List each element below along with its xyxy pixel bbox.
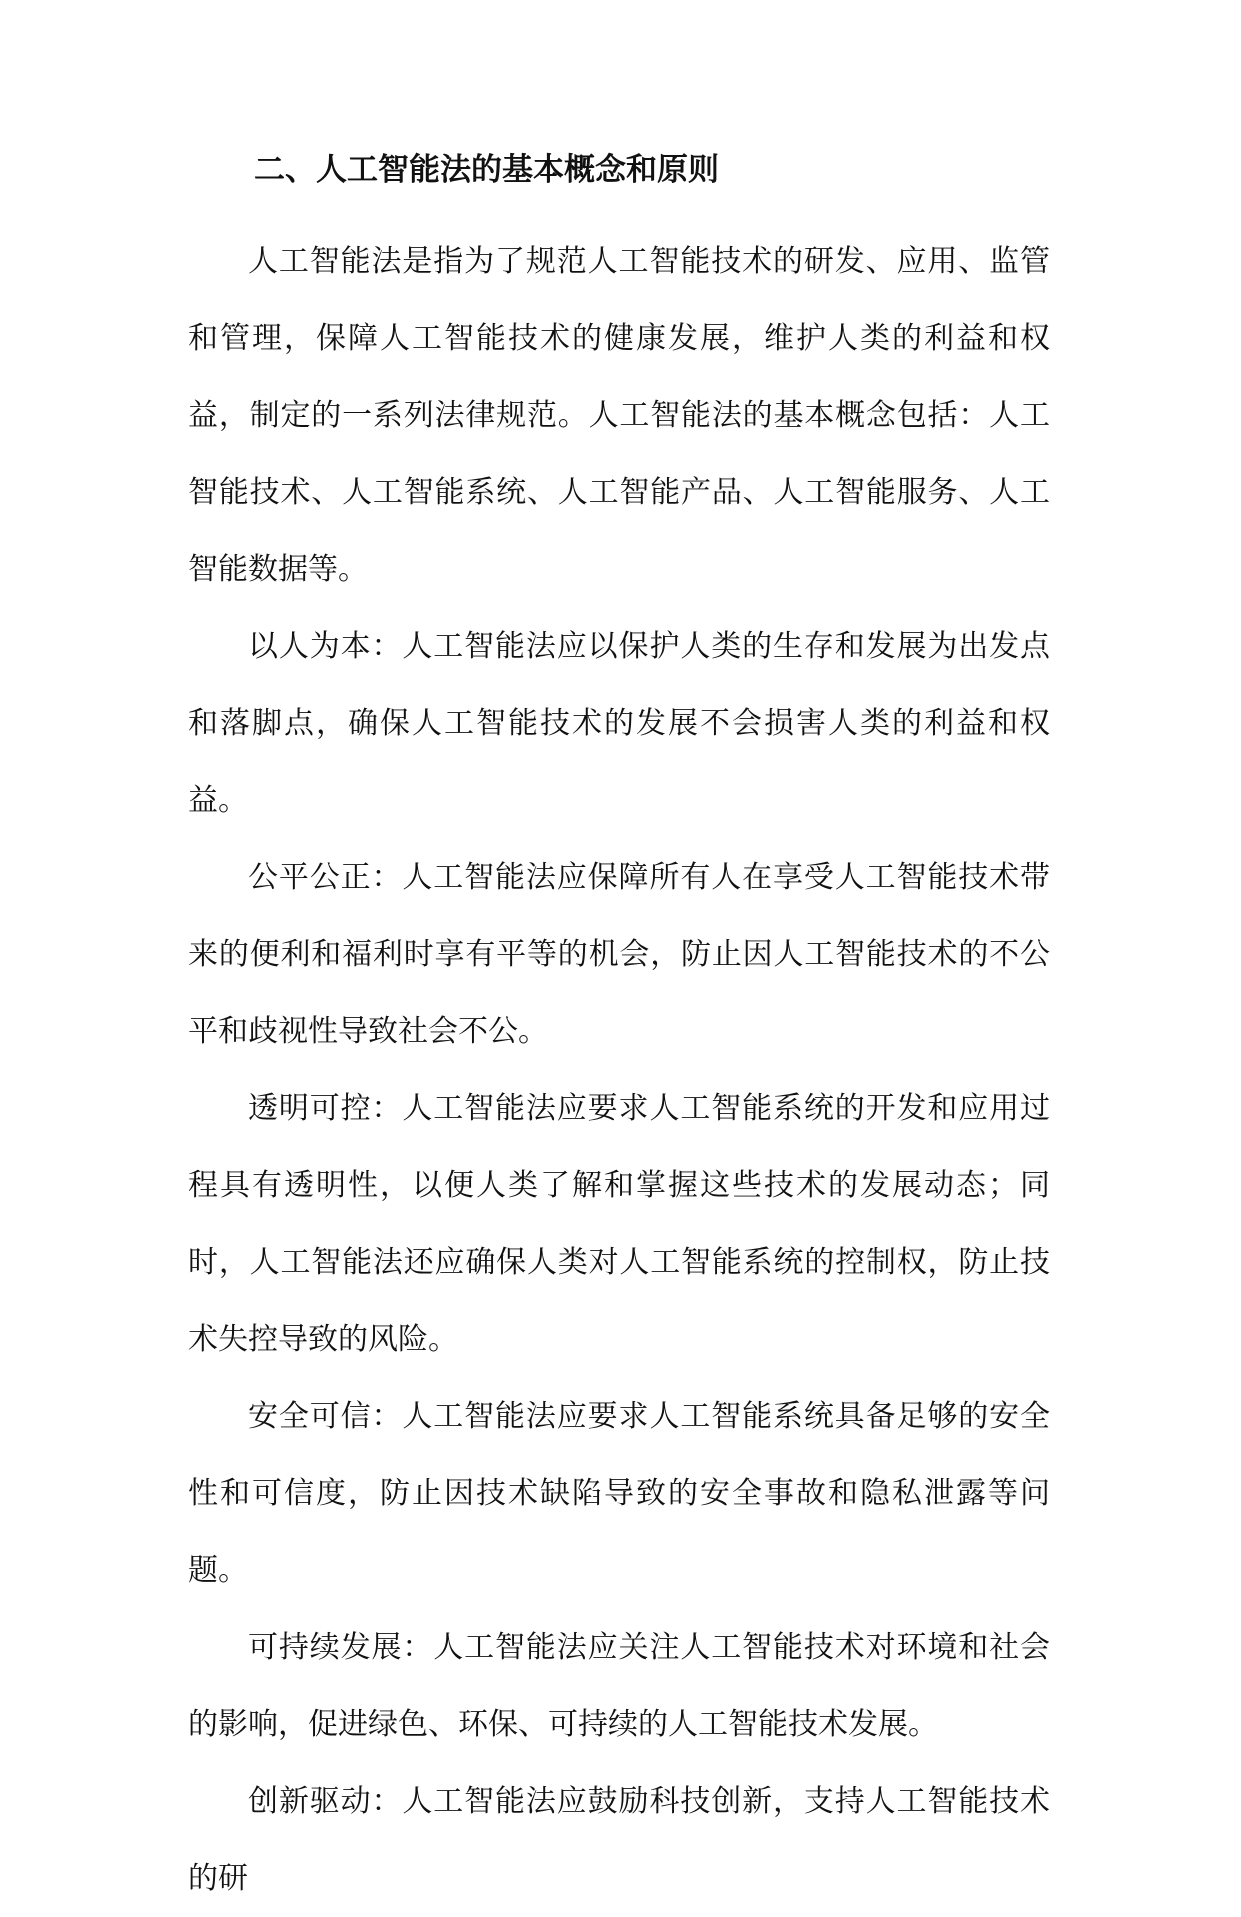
paragraph-sustainability: 可持续发展：人工智能法应关注人工智能技术对环境和社会的影响，促进绿色、环保、可持续的人工智能技术发展。	[188, 1630, 1050, 1742]
document-body	[188, 150, 1050, 1917]
section-heading: 二、人工智能法的基本概念和原则	[254, 152, 719, 188]
paragraph-transparency: 透明可控：人工智能法应要求人工智能系统的开发和应用过程具有透明性，以便人类了解和掌握这些技术的发展动态；同时，人工智能法还应确保人类对人工智能系统的控制权，防止技术失控导致的风险。	[188, 1091, 1050, 1357]
paragraph-safety: 安全可信：人工智能法应要求人工智能系统具备足够的安全性和可信度，防止因技术缺陷导致的安全事故和隐私泄露等问题。	[188, 1399, 1050, 1588]
paragraph-fairness: 公平公正：人工智能法应保障所有人在享受人工智能技术带来的便利和福利时享有平等的机会，防止因人工智能技术的不公平和歧视性导致社会不公。	[188, 860, 1050, 1049]
paragraph-innovation: 创新驱动：人工智能法应鼓励科技创新，支持人工智能技术的研	[188, 1784, 1050, 1896]
paragraph-human-centered: 以人为本：人工智能法应以保护人类的生存和发展为出发点和落脚点，确保人工智能技术的发展不会损害人类的利益和权益。	[188, 629, 1050, 818]
paragraph-definition: 人工智能法是指为了规范人工智能技术的研发、应用、监管和管理，保障人工智能技术的健康发展，维护人类的利益和权益，制定的一系列法律规范。人工智能法的基本概念包括：人工智能技术、人工智能系统、人工智能产品、人工智能服务、人工智能数据等。	[188, 244, 1050, 587]
